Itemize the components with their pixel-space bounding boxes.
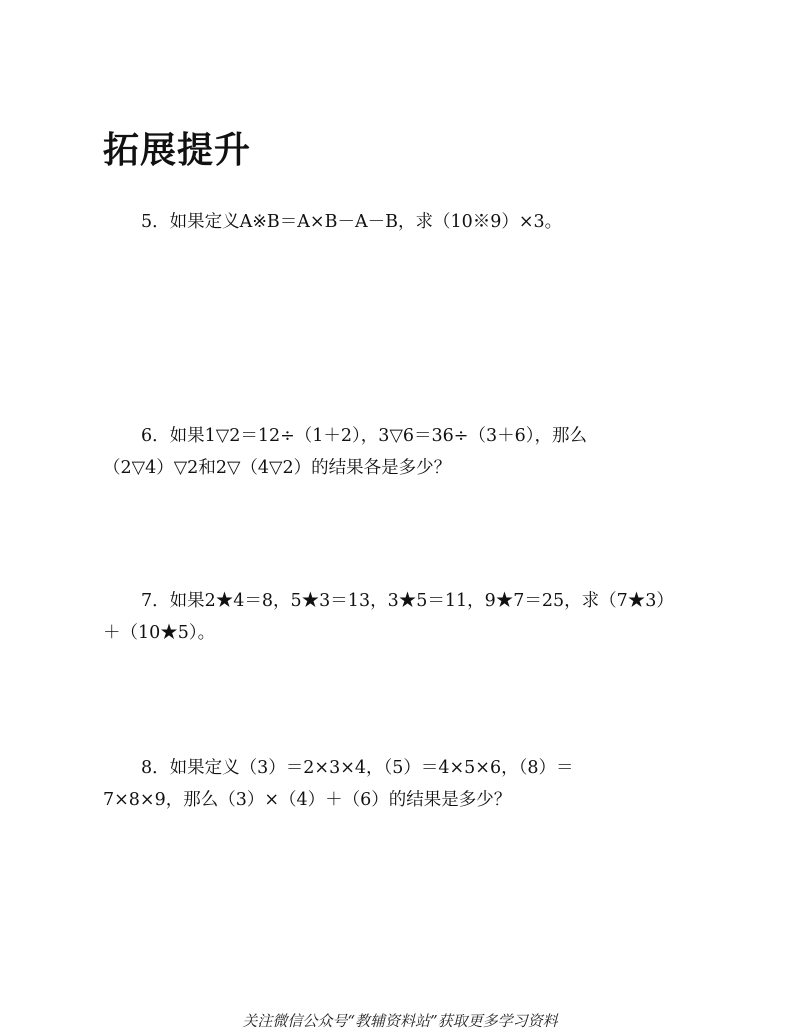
question-6-line-1: 6．如果1▽2＝12÷（1＋2），3▽6＝36÷（3＋6），那么 (141, 426, 587, 446)
question-7 (103, 585, 674, 649)
question-8 (103, 752, 574, 816)
question-8-line-2: 7×8×9，那么（3）×（4）＋（6）的结果是多少？ (103, 790, 512, 810)
question-6-line-2: （2▽4）▽2和2▽（4▽2）的结果各是多少？ (103, 458, 452, 478)
question-7-line-2: ＋（10★5）。 (103, 623, 216, 643)
question-8-line-1: 8．如果定义（3）＝2×3×4，（5）＝4×5×6，（8）＝ (141, 758, 574, 778)
footer-note: 关注微信公众号“教辅资料站”获取更多学习资料 (242, 1012, 558, 1030)
question-7-line-1: 7．如果2★4＝8，5★3＝13，3★5＝11，9★7＝25，求（7★3） (141, 591, 674, 611)
question-6 (103, 420, 587, 484)
question-5 (103, 206, 562, 238)
question-5-line-1: 5．如果定义A※B＝A×B－A－B，求（10※9）×3。 (141, 212, 563, 232)
page-title: 拓展提升 (103, 130, 252, 171)
